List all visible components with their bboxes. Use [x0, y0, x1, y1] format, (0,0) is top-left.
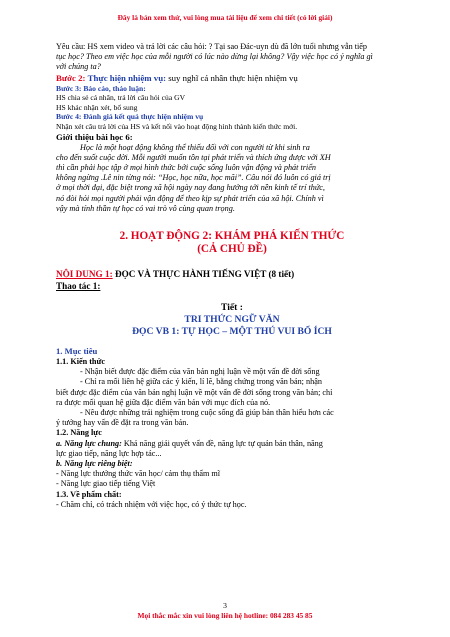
lesson-intro-heading: Giới thiệu bài học 6:	[56, 131, 133, 142]
objective-line: - Chỉ ra mối liên hệ giữa các ý kiến, lí lẽ, bằng chứng trong văn bản; nhận	[80, 377, 322, 387]
general-competency-text: Khả năng giải quyết vấn đề, năng lực tự quản bản thân, năng	[123, 438, 323, 448]
lesson-intro-line: cho đến suốt cuộc đời. Mỗi người muốn tồn tại phát triển và thích ứng được với XH	[56, 152, 331, 162]
objective-line: ý tưởng hay vấn đề đặt ra trong văn bản.	[56, 418, 189, 428]
quality-heading: 1.3. Về phẩm chất:	[56, 489, 122, 499]
step-2	[56, 73, 408, 84]
lesson-intro-line: Học là một hoạt động không thể thiếu đối với con người từ khi sinh ra	[80, 142, 310, 152]
competency-heading: 1.2. Năng lực	[56, 428, 102, 438]
intro-line: với chúng ta?	[56, 62, 101, 72]
specific-competency-line: - Năng lực thưởng thức văn học/ cảm thụ thẩm mĩ	[56, 469, 221, 479]
activity-2-title: 2. HOẠT ĐỘNG 2: KHÁM PHÁ KIẾN THỨC	[119, 230, 345, 242]
objectives-heading: 1. Mục tiêu	[56, 346, 98, 357]
step-4-line: Nhận xét câu trả lời của HS và kết nối vào hoạt động hình thành kiến thức mới.	[56, 121, 298, 131]
specific-competency-line: - Năng lực giao tiếp tiếng Việt	[56, 479, 156, 489]
objective-line: biết được đặc điểm của văn bản nghị luận về một vấn đề đời sống trong văn bản; chỉ	[56, 387, 333, 397]
operation-1: Thao tác 1:	[56, 281, 101, 292]
knowledge-title: TRI THỨC NGỮ VĂN	[184, 314, 280, 326]
general-competency	[56, 439, 408, 449]
content-1-text: ĐỌC VÀ THỰC HÀNH TIẾNG VIỆT (8 tiết)	[114, 269, 295, 280]
knowledge-heading: 1.1. Kiến thức	[56, 357, 106, 366]
reading-title: ĐỌC VB 1: TỰ HỌC – MỘT THÚ VUI BỔ ÍCH	[132, 326, 332, 338]
activity-2-subtitle: (CẢ CHỦ ĐỀ)	[197, 243, 267, 256]
step-2-title: Thực hiện nhiệm vụ:	[87, 72, 167, 83]
content-1-label: NỘI DUNG 1:	[56, 269, 113, 280]
quality-line: - Chăm chỉ, có trách nhiệm với việc học, có ý thức tự học.	[56, 499, 247, 509]
preview-banner: Đây là bản xem thử, vui lòng mua tài liệu để xem chi tiết (có lời giải)	[117, 13, 333, 22]
content-1-heading	[56, 268, 408, 280]
objective-line: - Nêu được những trải nghiệm trong cuộc sống đã giúp bản thân hiểu hơn các	[80, 408, 334, 418]
page-number: 3	[223, 601, 227, 610]
lesson-intro-line: nó đòi hỏi mọi người phải vận động để theo kịp sự phát triển của xã hội. Chính vì	[56, 193, 324, 203]
general-competency-label: a. Năng lực chung:	[56, 438, 122, 448]
objective-line: - Nhận biết được đặc điểm của văn bản nghị luận về một vấn đề đời sống	[80, 367, 320, 377]
lesson-intro-line: thì cần phải học tập ở mọi hình thức bởi cuộc sống luôn vận động và phát triển	[56, 162, 316, 172]
step-3-line: HS chia sẻ cá nhân, trả lời câu hỏi của GV	[56, 93, 186, 103]
intro-line: Yêu cầu: HS xem video và trả lời các câu hỏi: ? Tại sao Đác-uyn dù đã lớn tuổi nhưng vẫn tiếp	[56, 42, 368, 51]
hotline-banner: Mọi thắc mắc xin vui lòng liên hệ hotline: 084 283 45 85	[137, 611, 313, 620]
period-title: Tiết :	[221, 302, 243, 314]
lesson-intro-line: vậy mà tính thần tự học có vai trò vô cùng quan trọng.	[56, 203, 235, 213]
page-content	[56, 42, 408, 510]
specific-competency-label: b. Năng lực riêng biệt:	[56, 459, 133, 469]
general-competency-line: lực giao tiếp, năng lực hợp tác...	[56, 448, 162, 458]
intro-line: tục học? Theo em việc học của mỗi người có lúc nào dừng lại không? Vậy việc học có ý nghĩa gì	[56, 52, 373, 62]
step-4-label: Bước 4: Đánh giá kết quả thực hiện nhiệm vụ	[56, 112, 204, 122]
lesson-intro-line: ở mọi thời đại, đặc biệt trong xã hội ngày nay đang hướng tới nền kinh tế trí thức,	[56, 183, 325, 193]
objective-line: ra được mối quan hệ giữa đặc điểm văn bản với mục đích của nó.	[56, 397, 271, 407]
lesson-intro-line: không ngừng .Lê nin từng nói: “Học, học nữa, học mãi”. Câu nói đó luôn có giá trị	[56, 173, 331, 183]
step-2-label: Bước 2:	[56, 72, 86, 83]
step-3-label: Bước 3: Báo cáo, thảo luận:	[56, 83, 146, 93]
step-2-text: suy nghĩ cá nhân thực hiện nhiệm vụ	[168, 72, 298, 83]
step-3-line: HS khác nhận xét, bổ sung	[56, 102, 138, 112]
